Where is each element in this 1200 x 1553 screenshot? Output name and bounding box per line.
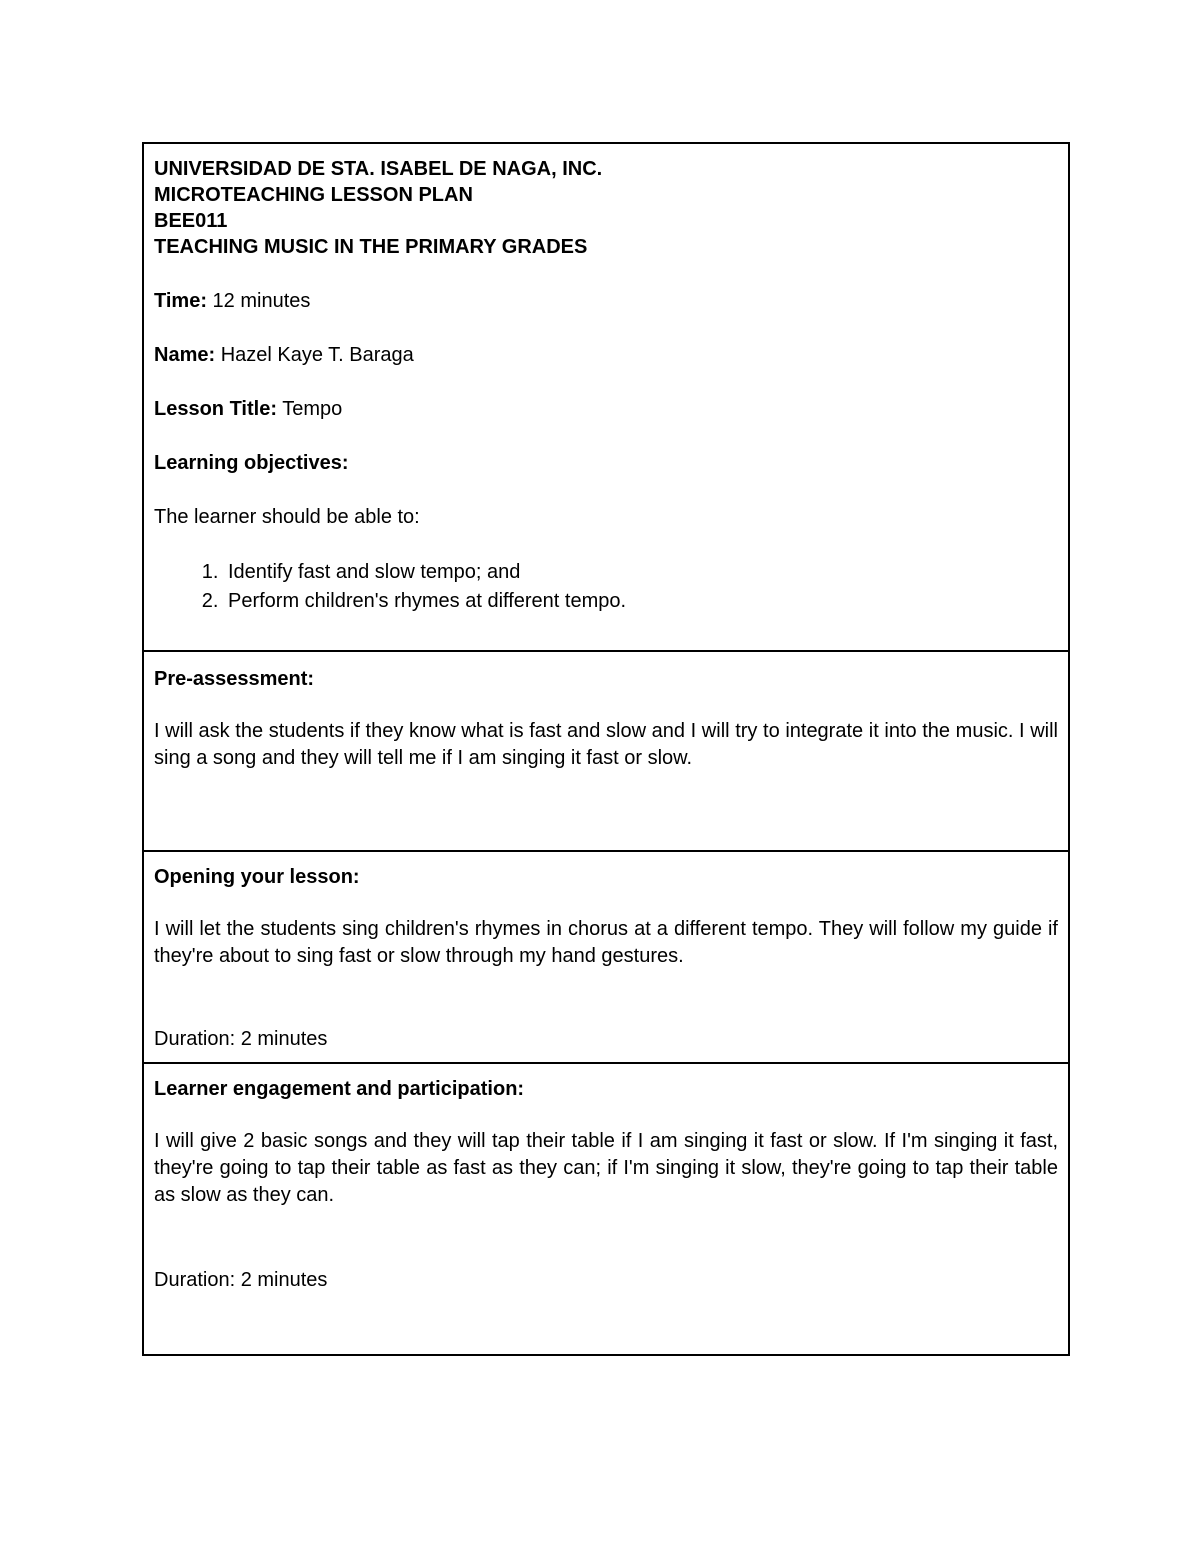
pre-assessment-label: Pre-assessment: [154, 668, 315, 690]
time-field [154, 288, 1058, 314]
pre-assessment-text: I will ask the students if they know what is fast and slow and I will try to integrate it into the music. I will sing a song and they will tell me if I am singing it fast or slow. [154, 720, 1058, 769]
engagement-duration: Duration: 2 minutes [154, 1269, 328, 1291]
lesson-title-value: Tempo [282, 398, 343, 420]
lesson-title-field [154, 396, 1058, 422]
engagement-text: I will give 2 basic songs and they will tap their table if I am singing it fast or slow. If I'm singing it fast, they're going to tap their table as fast as they can; if I'm singing it slow, they're going to tap their table as slow as they can. [154, 1130, 1058, 1206]
opening-duration: Duration: 2 minutes [154, 1028, 328, 1050]
lesson-plan-table [142, 142, 1070, 1356]
lesson-title-label: Lesson Title: [154, 398, 277, 420]
objectives-heading: Learning objectives: [154, 452, 349, 474]
pre-assessment-cell [144, 652, 1068, 852]
name-value: Hazel Kaye T. Baraga [220, 344, 414, 366]
header-cell [144, 144, 1068, 652]
time-label: Time: [154, 290, 207, 312]
opening-cell [144, 852, 1068, 1064]
engagement-cell [144, 1064, 1068, 1354]
opening-text: I will let the students sing children's rhymes in chorus at a different tempo. They will follow my guide if they're about to sing fast or slow through my hand gestures. [154, 918, 1058, 967]
engagement-label: Learner engagement and participation: [154, 1078, 525, 1100]
course-code: BEE011 [154, 210, 228, 232]
time-value: 12 minutes [212, 290, 311, 312]
objectives-intro: The learner should be able to: [154, 506, 420, 528]
objectives-list [154, 558, 1058, 616]
university-name: UNIVERSIDAD DE STA. ISABEL DE NAGA, INC. [154, 158, 603, 180]
opening-label: Opening your lesson: [154, 866, 360, 888]
objective-item: 1. Identify fast and slow tempo; and [224, 558, 1058, 587]
document-type: MICROTEACHING LESSON PLAN [154, 184, 473, 206]
objective-item: 2. Perform children's rhymes at different tempo. [224, 587, 1058, 616]
name-field [154, 342, 1058, 368]
course-title: TEACHING MUSIC IN THE PRIMARY GRADES [154, 236, 588, 258]
name-label: Name: [154, 344, 216, 366]
